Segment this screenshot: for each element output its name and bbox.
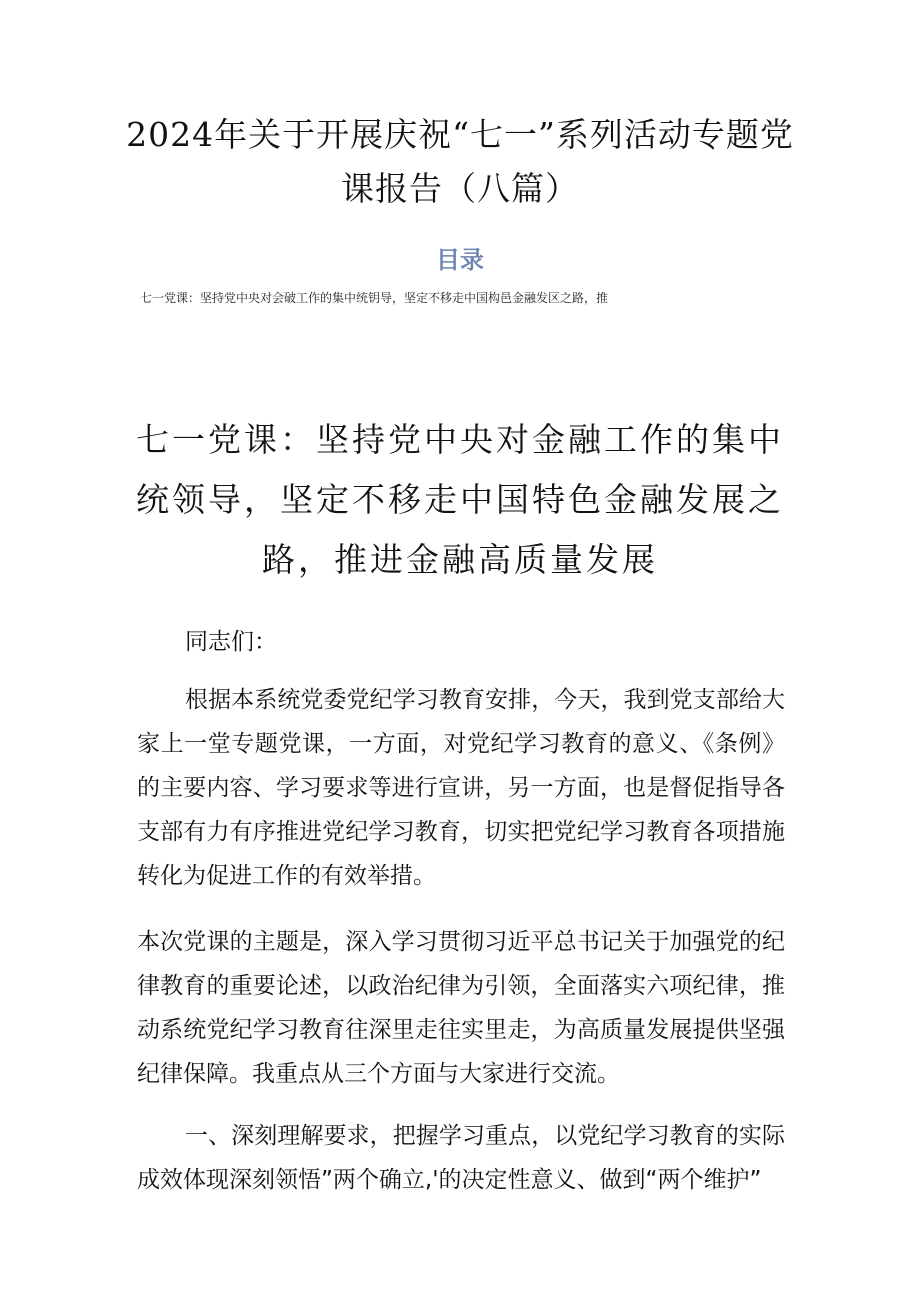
section-title: 七一党课：坚持党中央对金融工作的集中统领导，坚定不移走中国特色金融发展之路，推进金融高质量发展 — [136, 420, 784, 579]
greeting-text: 同志们： — [185, 629, 277, 655]
toc-heading: 目录 — [436, 246, 484, 274]
document-title: 2024年关于开展庆祝“七一”系列活动专题党课报告（八篇） — [126, 115, 794, 208]
toc-entry-link[interactable]: 七一党课：坚持党中央对会破工作的集中统钥导，坚定不移走中国构邑金融发区之路，推 — [140, 291, 609, 305]
body-paragraph: 根据本系统党委党纪学习教育安排，今天，我到党支部给大家上一堂专题党课，一方面，对党纪学习教育的意义、《条例》的主要内容、学习要求等进行宣讲，另一方面，也是督促指导各支部有力有序推进党纪学习教育，切实把党纪学习教育各项措施转化为促进工作的有效举措。 — [137, 687, 785, 889]
body-paragraph: 一、深刻理解要求，把握学习重点，以党纪学习教育的实际成效体现深刻领悟”两个确立,'的决定性意义、做到“两个维护” — [137, 1123, 785, 1193]
body-paragraph: 本次党课的主题是，深入学习贯彻习近平总书记关于加强党的纪律教育的重要论述，以政治纪律为引领，全面落实六项纪律，推动系统党纪学习教育往深里走往实里走，为高质量发展提供坚强纪律保障。我重点从三个方面与大家进行交流。 — [137, 929, 785, 1087]
